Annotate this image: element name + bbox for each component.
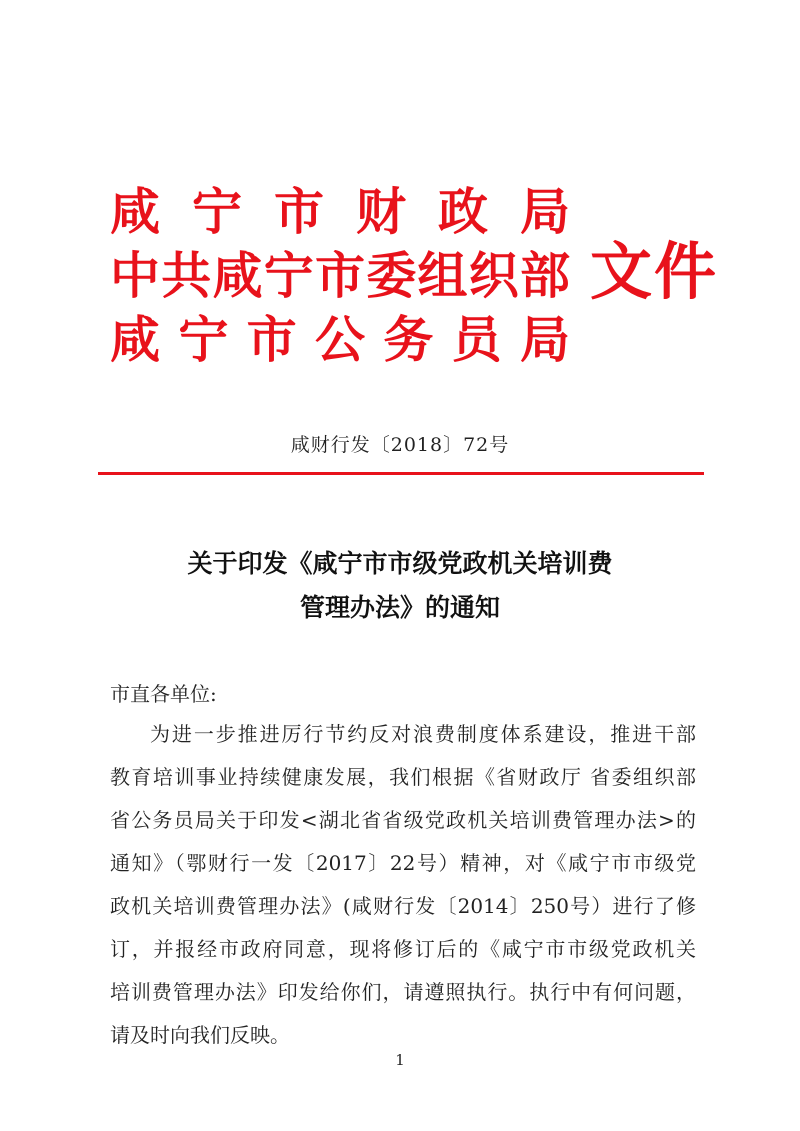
notice-title [0, 542, 800, 630]
body-line-2: 教育培训事业持续健康发展，我们根据《省财政厅 省委组织部 [110, 765, 696, 789]
body-paragraph [110, 713, 700, 1057]
body-line-4: 通知》（鄂财行一发〔2017〕22号）精神，对《咸宁市市级党 [110, 851, 696, 875]
document-suffix: 文件 [590, 235, 719, 308]
issuer-civil-service-bureau: 咸宁市公务员局 [110, 311, 570, 369]
notice-title-line-2: 管理办法》的通知 [299, 593, 500, 622]
notice-title-line-1: 关于印发《咸宁市市级党政机关培训费 [187, 549, 613, 578]
red-divider [98, 472, 704, 475]
body-line-3: 省公务员局关于印发<湖北省省级党政机关培训费管理办法>的 [110, 808, 696, 832]
body-line-5: 政机关培训费管理办法》(咸财行发〔2014〕250号）进行了修 [110, 894, 696, 918]
issuer-finance-bureau: 咸宁市财政局 [110, 183, 570, 241]
body-line-7: 培训费管理办法》印发给你们，请遵照执行。执行中有何问题， [110, 980, 696, 1004]
addressee: 市直各单位: [110, 682, 217, 706]
body-line-1: 为进一步推进厉行节约反对浪费制度体系建设，推进干部 [150, 722, 696, 746]
document-number: 咸财行发〔2018〕72号 [290, 434, 510, 456]
issuer-organization-department: 中共咸宁市委组织部 [110, 247, 570, 305]
body-line-6: 订，并报经市政府同意，现将修订后的《咸宁市市级党政机关 [110, 937, 696, 961]
issuer-block [110, 180, 580, 372]
body-line-8: 请及时向我们反映。 [110, 1023, 290, 1047]
page-number: 1 [395, 1051, 405, 1069]
